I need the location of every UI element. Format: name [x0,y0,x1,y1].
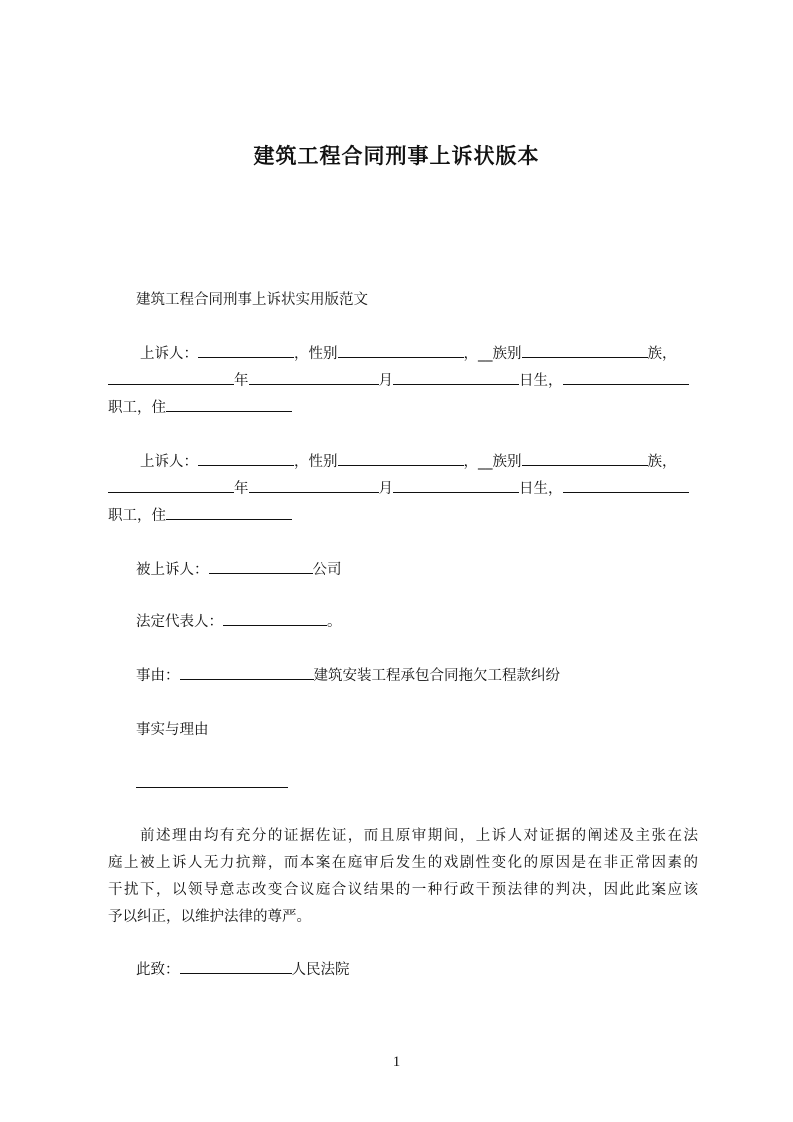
respondent-blank [209,559,313,574]
ethnic-label: ，__族别 [463,346,522,362]
appellant-label: 上诉人： [140,454,198,470]
document-title: 建筑工程合同刑事上诉状版本 [253,144,540,168]
closing-suffix: 人民法院 [291,962,350,978]
respondent-suffix: 公司 [312,562,342,578]
gender-blank [338,451,464,466]
legal-rep-label: 法定代表人： [136,614,223,630]
year-label: 年 [234,373,249,389]
year-label: 年 [234,481,249,497]
legal-rep-blank [223,611,327,626]
cause-line [136,664,560,688]
day-blank [393,478,519,493]
appellant-label: 上诉人： [140,346,198,362]
address-blank [166,397,292,412]
work-unit-blank [563,370,689,385]
appellant-1-line-3 [108,396,292,420]
court-blank [180,959,292,974]
gender-blank [338,343,464,358]
ethnic-blank [522,451,648,466]
legal-rep-line [136,610,342,634]
address-blank [166,505,292,520]
month-blank [249,370,379,385]
closing-label: 此致： [136,962,180,978]
body-line-1: 前述理由均有充分的证据佐证，而且原审期间，上诉人对证据的阐述及主张在法 [140,828,698,844]
day-blank [393,370,519,385]
name-blank [198,343,294,358]
ethnic-suffix: 族， [647,346,677,362]
month-blank [249,478,379,493]
appellant-1-line-2 [108,369,689,393]
appellant-2-line-3 [108,504,292,528]
work-unit-blank [563,478,689,493]
appellant-1-line-1 [140,342,677,366]
month-label: 月 [378,481,393,497]
occupation-label: 职工，住 [108,400,166,416]
cause-blank [180,665,314,680]
ethnic-label: ，__族别 [463,454,522,470]
occupation-label: 职工，住 [108,508,166,524]
year-blank [108,370,234,385]
birth-label: 日生， [519,373,563,389]
legal-rep-suffix: 。 [327,614,342,630]
ethnic-blank [522,343,648,358]
cause-suffix: 建筑安装工程承包合同拖欠工程款纠纷 [313,668,560,684]
document-subtitle: 建筑工程合同刑事上诉状实用版范文 [136,292,368,308]
appellant-2-line-1 [140,450,677,474]
respondent-line [136,558,342,582]
year-blank [108,478,234,493]
closing-line [136,958,350,982]
cause-label: 事由： [136,668,180,684]
month-label: 月 [378,373,393,389]
facts-blank [136,773,288,788]
page-number: 1 [392,1054,401,1070]
body-line-4: 予以纠正，以维护法律的尊严。 [108,909,311,925]
body-line-3: 干扰下，以领导意志改变合议庭合议结果的一种行政干预法律的判决，因此此案应该 [108,882,698,898]
respondent-label: 被上诉人： [136,562,209,578]
gender-label: ，性别 [294,454,338,470]
gender-label: ，性别 [294,346,338,362]
ethnic-suffix: 族， [647,454,677,470]
name-blank [198,451,294,466]
appellant-2-line-2 [108,477,689,501]
facts-blank-line [136,772,288,796]
body-line-2: 庭上被上诉人无力抗辩，而本案在庭审后发生的戏剧性变化的原因是在非正常因素的 [108,855,698,871]
birth-label: 日生， [519,481,563,497]
facts-heading: 事实与理由 [136,722,209,738]
